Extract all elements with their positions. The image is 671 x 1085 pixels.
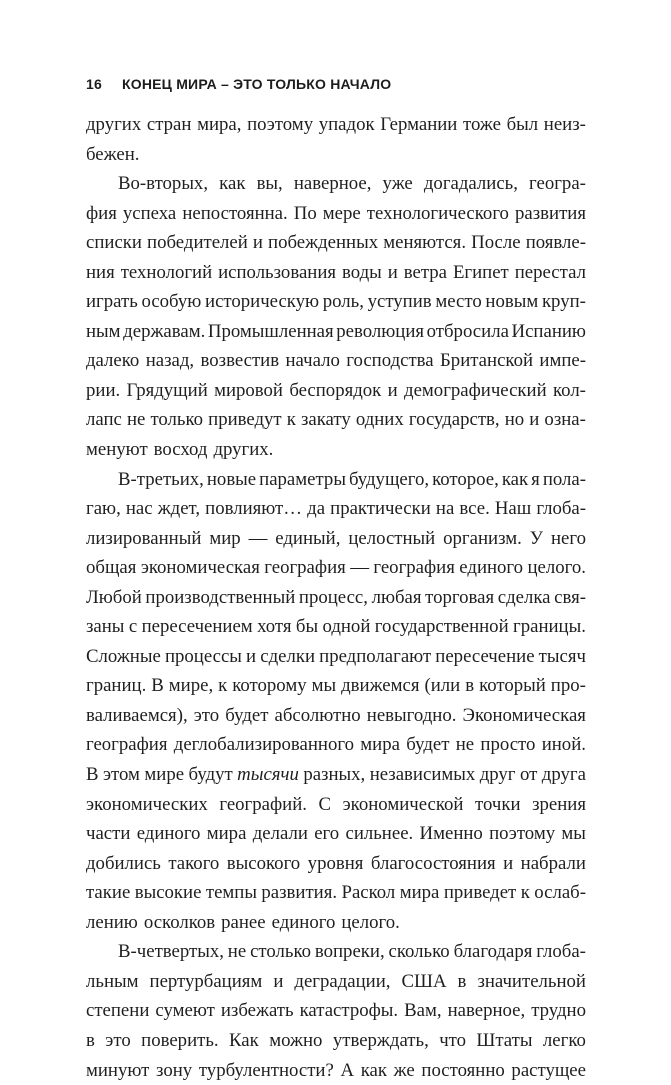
word: мира xyxy=(207,819,247,849)
word: экономической xyxy=(343,790,464,820)
word: ным xyxy=(86,317,121,347)
word: (или xyxy=(424,671,460,701)
word: хотя xyxy=(257,612,291,642)
word: к xyxy=(287,405,296,435)
text-line xyxy=(86,819,586,849)
word: льным xyxy=(86,967,139,997)
word: только xyxy=(150,405,203,435)
word: приведут xyxy=(208,405,282,435)
word: мировой xyxy=(214,376,283,406)
text-line xyxy=(86,583,586,613)
word: географий. xyxy=(219,790,307,820)
paragraph xyxy=(86,937,586,1085)
word: успеха xyxy=(123,199,176,229)
word: высокого xyxy=(227,849,300,879)
word: геогра- xyxy=(529,169,586,199)
word: будет xyxy=(406,730,449,760)
word: кол- xyxy=(553,376,586,406)
word: и xyxy=(388,258,398,288)
word: не xyxy=(127,405,145,435)
word: которому xyxy=(232,671,306,701)
word: набрали xyxy=(521,849,586,879)
text-line xyxy=(86,524,586,554)
word: С xyxy=(319,790,332,820)
word: догадались, xyxy=(424,169,518,199)
word: общая xyxy=(86,553,136,583)
word: части xyxy=(86,819,130,849)
text-line xyxy=(86,405,586,435)
word: и xyxy=(253,228,263,258)
text-line xyxy=(86,169,586,199)
word: и xyxy=(246,642,256,672)
word: мире, xyxy=(169,671,213,701)
word: к xyxy=(521,878,530,908)
word: постоянно xyxy=(421,1056,504,1085)
word: меняются. xyxy=(383,228,466,258)
word: мере xyxy=(323,199,361,229)
word: Раскол xyxy=(342,878,396,908)
word: зрения xyxy=(532,790,586,820)
word: других. xyxy=(213,435,273,465)
word: благодаря xyxy=(454,937,533,967)
word: новые xyxy=(207,465,256,495)
word: невыгодно. xyxy=(367,701,457,731)
word: любая xyxy=(372,583,422,613)
word: Именно xyxy=(420,819,483,849)
word: У xyxy=(530,524,543,554)
word: В-четвертых, xyxy=(118,937,224,967)
text-line xyxy=(86,553,586,583)
word: менуют xyxy=(86,435,148,465)
word: сделка xyxy=(498,583,551,613)
word: что xyxy=(439,1026,466,1056)
word: организм. xyxy=(443,524,522,554)
text-line xyxy=(86,465,586,495)
word: других xyxy=(86,110,141,140)
word: А xyxy=(340,1056,354,1085)
word: мира xyxy=(360,730,400,760)
word: лению xyxy=(86,908,138,938)
word: разных, xyxy=(303,760,365,790)
text-line xyxy=(86,110,586,140)
word: бежен. xyxy=(86,140,139,170)
word: заны xyxy=(86,612,124,642)
word: новым xyxy=(485,287,538,317)
word: процесс, xyxy=(299,583,368,613)
word: будет xyxy=(225,701,268,731)
word: мира, xyxy=(197,110,241,140)
word: развития xyxy=(515,199,586,229)
word: ослаб- xyxy=(534,878,586,908)
word: география xyxy=(86,730,167,760)
word: валиваемся), xyxy=(86,701,188,731)
word: от xyxy=(520,760,537,790)
running-header xyxy=(86,72,391,96)
word: сделки xyxy=(260,642,315,672)
text-line xyxy=(86,435,586,465)
word: державам. xyxy=(123,317,205,347)
word: Грядущий xyxy=(127,376,208,406)
text-line xyxy=(86,228,586,258)
word: как xyxy=(219,169,245,199)
word: границы. xyxy=(513,612,586,642)
word: далеко xyxy=(86,346,139,376)
text-line xyxy=(86,760,586,790)
word: появле- xyxy=(526,228,586,258)
word: такого xyxy=(168,849,219,879)
text-line xyxy=(86,996,586,1026)
word: одних xyxy=(356,405,404,435)
word: этом xyxy=(103,760,140,790)
word: уступив xyxy=(368,287,432,317)
word: это xyxy=(194,701,219,731)
word: Любой xyxy=(86,583,142,613)
word: такие xyxy=(86,878,130,908)
word: — xyxy=(249,524,268,554)
word: историческую xyxy=(205,287,319,317)
word: просто xyxy=(480,730,535,760)
word: движемся xyxy=(341,671,419,701)
word: Британской xyxy=(440,346,533,376)
word: деградации, xyxy=(294,967,390,997)
word: торговая xyxy=(425,583,494,613)
text-line xyxy=(86,258,586,288)
word: государственной xyxy=(375,612,509,642)
word: мир xyxy=(209,524,240,554)
word: ния xyxy=(86,258,115,288)
word: с xyxy=(129,612,137,642)
text-line xyxy=(86,671,586,701)
word: все. xyxy=(459,494,489,524)
text-line xyxy=(86,376,586,406)
word: технологического xyxy=(367,199,509,229)
word: стран xyxy=(147,110,192,140)
word: ждет, xyxy=(158,494,200,524)
word: тысяч xyxy=(539,642,586,672)
word: целого. xyxy=(527,553,585,583)
word: как xyxy=(502,465,528,495)
word: география xyxy=(373,553,454,583)
word: будущего, xyxy=(349,465,429,495)
word: лизированный xyxy=(86,524,201,554)
text-line xyxy=(86,612,586,642)
word: назад, xyxy=(146,346,194,376)
word: восход xyxy=(154,435,208,465)
word: бы xyxy=(296,612,318,642)
text-line xyxy=(86,642,586,672)
word: параметры xyxy=(259,465,346,495)
word: единый, xyxy=(275,524,340,554)
word: беспорядок xyxy=(289,376,381,406)
word: Промышленная xyxy=(208,317,334,347)
word: иной. xyxy=(542,730,586,760)
word: экономическая xyxy=(141,553,260,583)
word: избежать xyxy=(221,996,294,1026)
word: Сложные xyxy=(86,642,161,672)
word: Экономическая xyxy=(463,701,586,731)
word: который xyxy=(479,671,546,701)
word: турбулентности? xyxy=(199,1056,334,1085)
word: государств, xyxy=(409,405,500,435)
word: друг xyxy=(480,760,516,790)
text-line xyxy=(86,140,586,170)
text-line xyxy=(86,878,586,908)
word: и xyxy=(273,967,283,997)
word: Германии xyxy=(380,110,457,140)
word: наверное, xyxy=(294,169,372,199)
word: свя- xyxy=(554,583,586,613)
word: столько xyxy=(250,937,311,967)
word: и xyxy=(503,849,513,879)
word: да xyxy=(307,494,325,524)
word: растущее xyxy=(511,1056,586,1085)
word: озна- xyxy=(544,405,585,435)
word: вы, xyxy=(257,169,283,199)
text-line xyxy=(86,730,586,760)
word: единого xyxy=(459,553,523,583)
word: пересечение xyxy=(435,642,534,672)
word: мы xyxy=(312,671,337,701)
word: Как xyxy=(229,1026,259,1056)
word: минуют xyxy=(86,1056,149,1085)
word: как xyxy=(361,1056,387,1085)
word: и xyxy=(529,405,539,435)
word: и xyxy=(388,376,398,406)
word: Штаты xyxy=(476,1026,532,1056)
word: — xyxy=(350,553,369,583)
word: глоба- xyxy=(536,494,586,524)
word: пертурбациям xyxy=(150,967,263,997)
word: целостный xyxy=(348,524,435,554)
word: Египет xyxy=(453,258,509,288)
text-line xyxy=(86,849,586,879)
word: демографический xyxy=(404,376,547,406)
body-text xyxy=(86,110,586,1085)
word: играть xyxy=(86,287,138,317)
word: В xyxy=(86,760,99,790)
word: неиз- xyxy=(544,110,586,140)
word: наверное, xyxy=(448,996,526,1026)
word: можно xyxy=(269,1026,322,1056)
word: фия xyxy=(86,199,117,229)
paragraph xyxy=(86,110,586,169)
word: абсолютно xyxy=(275,701,361,731)
word: сумеют xyxy=(155,996,214,1026)
word: экономических xyxy=(86,790,208,820)
word: использования xyxy=(218,258,336,288)
word: поверить. xyxy=(141,1026,218,1056)
word: сильнее. xyxy=(345,819,413,849)
word: процессы xyxy=(165,642,242,672)
word: воды xyxy=(342,258,382,288)
word: упадок xyxy=(319,110,375,140)
text-line xyxy=(86,937,586,967)
word: производственный xyxy=(145,583,295,613)
text-line xyxy=(86,908,586,938)
text-line xyxy=(86,346,586,376)
word: благосостояния xyxy=(371,849,496,879)
word: побежденных xyxy=(268,228,378,258)
word: уже xyxy=(383,169,413,199)
word: приведет xyxy=(444,878,516,908)
word: это xyxy=(105,1026,130,1056)
word: единого xyxy=(272,908,336,938)
word: в xyxy=(465,671,474,701)
word: практически xyxy=(330,494,431,524)
word: география xyxy=(264,553,345,583)
word: возвестив xyxy=(201,346,280,376)
word: гаю, xyxy=(86,494,121,524)
word: импе- xyxy=(539,346,586,376)
word: ветра xyxy=(404,258,447,288)
word: повлияют… xyxy=(205,494,302,524)
word: же xyxy=(394,1056,415,1085)
word: степени xyxy=(86,996,149,1026)
word: на xyxy=(436,494,454,524)
word: пересечением xyxy=(142,612,253,642)
text-line xyxy=(86,701,586,731)
word: революция xyxy=(336,317,424,347)
word: особую xyxy=(141,287,201,317)
word: его xyxy=(314,819,339,849)
word: добились xyxy=(86,849,161,879)
word: катастрофы. xyxy=(300,996,399,1026)
word: отбросила xyxy=(427,317,509,347)
running-title: КОНЕЦ МИРА – ЭТО ТОЛЬКО НАЧАЛО xyxy=(122,76,391,92)
word: непостоянна. xyxy=(182,199,287,229)
text-line xyxy=(86,287,586,317)
word: начало xyxy=(285,346,339,376)
word: целого. xyxy=(341,908,399,938)
word: но xyxy=(505,405,524,435)
word: к xyxy=(218,671,227,701)
text-line xyxy=(86,199,586,229)
word: господства xyxy=(346,346,433,376)
word: уровня xyxy=(308,849,364,879)
word: Наш xyxy=(495,494,531,524)
word: не xyxy=(228,937,246,967)
word: легко xyxy=(543,1026,586,1056)
word: тоже xyxy=(463,110,501,140)
word: лапс xyxy=(86,405,122,435)
word: После xyxy=(471,228,520,258)
word: мы xyxy=(561,819,586,849)
word: мира xyxy=(400,878,440,908)
word: в xyxy=(86,1026,95,1056)
word: которое, xyxy=(432,465,499,495)
word: про- xyxy=(551,671,586,701)
word: поэтому xyxy=(247,110,313,140)
text-line xyxy=(86,317,586,347)
word: единого xyxy=(137,819,201,849)
word: Испанию xyxy=(512,317,586,347)
word: круп- xyxy=(542,287,586,317)
word: делали xyxy=(253,819,308,849)
word: ранее xyxy=(221,908,265,938)
word: место xyxy=(435,287,481,317)
text-line xyxy=(86,494,586,524)
word: В-третьих, xyxy=(118,465,204,495)
text-line xyxy=(86,1056,586,1085)
word: развития. xyxy=(261,878,337,908)
word: закату xyxy=(301,405,351,435)
word: роль, xyxy=(323,287,364,317)
paragraph xyxy=(86,169,586,464)
word: границ. xyxy=(86,671,146,701)
word: высокие xyxy=(135,878,202,908)
word: одной xyxy=(322,612,370,642)
word: списки xyxy=(86,228,142,258)
word: друга xyxy=(542,760,586,790)
page-number: 16 xyxy=(86,76,104,92)
word: будут xyxy=(189,760,233,790)
word: поэтому xyxy=(489,819,555,849)
word: глоба- xyxy=(536,937,586,967)
word: сколько xyxy=(389,937,450,967)
paragraph xyxy=(86,465,586,938)
word: пола- xyxy=(543,465,586,495)
word: вопреки, xyxy=(315,937,385,967)
word: трудно xyxy=(531,996,586,1026)
word: Во-вторых, xyxy=(118,169,208,199)
word: рии. xyxy=(86,376,120,406)
word: предполагают xyxy=(319,642,431,672)
word: осколков xyxy=(144,908,215,938)
word: мире xyxy=(144,760,184,790)
word: независимых xyxy=(370,760,476,790)
text-line xyxy=(86,1026,586,1056)
word: В xyxy=(151,671,164,701)
word: него xyxy=(551,524,586,554)
word: утверждать, xyxy=(333,1026,429,1056)
word: нас xyxy=(126,494,153,524)
word: По xyxy=(294,199,317,229)
word: США xyxy=(401,967,446,997)
text-line xyxy=(86,967,586,997)
word: перестал xyxy=(515,258,586,288)
word: Вам, xyxy=(404,996,441,1026)
word: победителей xyxy=(147,228,248,258)
word: значительной xyxy=(477,967,586,997)
word: темпы xyxy=(206,878,257,908)
word: был xyxy=(507,110,539,140)
word: тысячи xyxy=(237,760,299,790)
word: технологий xyxy=(121,258,212,288)
word: деглобализированного xyxy=(174,730,354,760)
word: не xyxy=(456,730,474,760)
word: в xyxy=(458,967,467,997)
text-line xyxy=(86,790,586,820)
word: точки xyxy=(475,790,521,820)
word: я xyxy=(531,465,540,495)
word: зону xyxy=(156,1056,192,1085)
